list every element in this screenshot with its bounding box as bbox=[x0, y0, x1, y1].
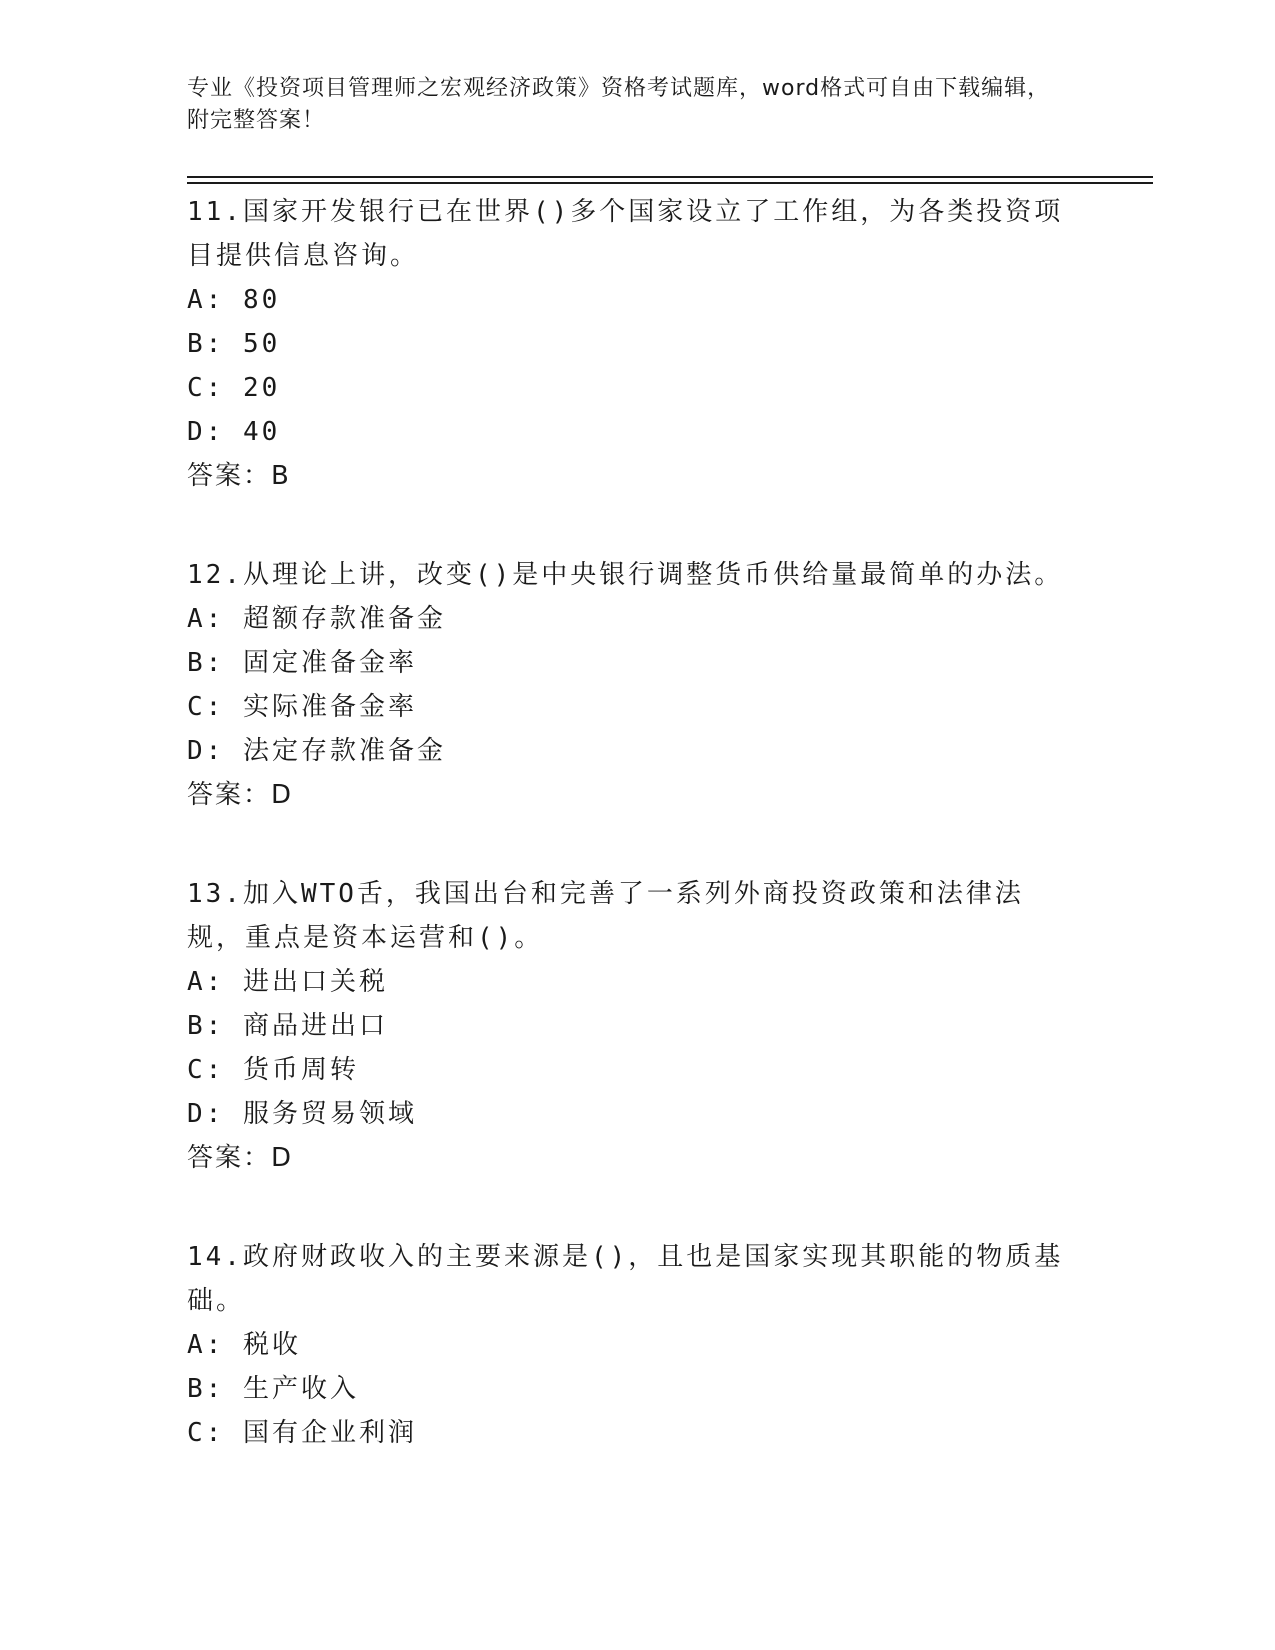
option-b bbox=[187, 322, 1067, 366]
question-12 bbox=[187, 553, 1067, 817]
option-letter: C: bbox=[187, 373, 225, 403]
option-text: 超额存款准备金 bbox=[242, 604, 446, 634]
option-text: 50 bbox=[242, 329, 281, 359]
question-stem: 12.从理论上讲，改变()是中央银行调整货币供给量最简单的办法。 bbox=[187, 560, 1064, 590]
option-letter: B: bbox=[187, 1374, 225, 1404]
option-letter: C: bbox=[187, 1055, 225, 1085]
option-a bbox=[187, 278, 1067, 322]
option-c bbox=[187, 366, 1067, 410]
option-letter: A: bbox=[187, 604, 225, 634]
option-b bbox=[187, 1004, 1067, 1048]
option-text: 20 bbox=[242, 373, 281, 403]
option-text: 固定准备金率 bbox=[242, 648, 417, 678]
option-b bbox=[187, 1367, 1067, 1411]
answer-line: 答案：D bbox=[187, 1143, 294, 1173]
option-text: 货币周转 bbox=[242, 1055, 359, 1085]
option-letter: D: bbox=[187, 736, 225, 766]
option-text: 生产收入 bbox=[242, 1374, 359, 1404]
question-13 bbox=[187, 872, 1067, 1180]
question-stem: 11.国家开发银行已在世界()多个国家设立了工作组，为各类投资项目提供信息咨询。 bbox=[187, 197, 1064, 271]
option-letter: B: bbox=[187, 329, 225, 359]
option-text: 商品进出口 bbox=[242, 1011, 388, 1041]
answer-line: 答案：D bbox=[187, 780, 294, 810]
option-d bbox=[187, 410, 1067, 454]
document-header: 专业《投资项目管理师之宏观经济政策》资格考试题库，word格式可自由下载编辑，附完整答案！ bbox=[187, 76, 1051, 133]
option-a bbox=[187, 1323, 1067, 1367]
question-11 bbox=[187, 190, 1067, 498]
option-letter: A: bbox=[187, 1330, 225, 1360]
option-letter: D: bbox=[187, 417, 225, 447]
header-divider-bottom bbox=[187, 182, 1153, 184]
option-text: 80 bbox=[242, 285, 281, 315]
option-text: 进出口关税 bbox=[242, 967, 388, 997]
option-a bbox=[187, 960, 1067, 1004]
answer-line: 答案：B bbox=[187, 461, 291, 491]
option-letter: D: bbox=[187, 1099, 225, 1129]
option-c bbox=[187, 1048, 1067, 1092]
option-letter: C: bbox=[187, 692, 225, 722]
option-text: 国有企业利润 bbox=[242, 1418, 417, 1448]
option-c bbox=[187, 685, 1067, 729]
option-letter: C: bbox=[187, 1418, 225, 1448]
question-stem: 13.加入WTO舌，我国出台和完善了一系列外商投资政策和法律法规，重点是资本运营和()。 bbox=[187, 879, 1024, 953]
option-text: 实际准备金率 bbox=[242, 692, 417, 722]
option-d bbox=[187, 729, 1067, 773]
option-a bbox=[187, 597, 1067, 641]
option-text: 税收 bbox=[242, 1330, 301, 1360]
option-text: 法定存款准备金 bbox=[242, 736, 446, 766]
option-letter: B: bbox=[187, 648, 225, 678]
option-letter: B: bbox=[187, 1011, 225, 1041]
question-14 bbox=[187, 1235, 1067, 1455]
header-divider-top bbox=[187, 176, 1153, 178]
option-text: 服务贸易领域 bbox=[242, 1099, 417, 1129]
option-c bbox=[187, 1411, 1067, 1455]
option-letter: A: bbox=[187, 285, 225, 315]
option-letter: A: bbox=[187, 967, 225, 997]
option-text: 40 bbox=[242, 417, 281, 447]
option-b bbox=[187, 641, 1067, 685]
option-d bbox=[187, 1092, 1067, 1136]
question-stem: 14.政府财政收入的主要来源是()，且也是国家实现其职能的物质基础。 bbox=[187, 1242, 1064, 1316]
